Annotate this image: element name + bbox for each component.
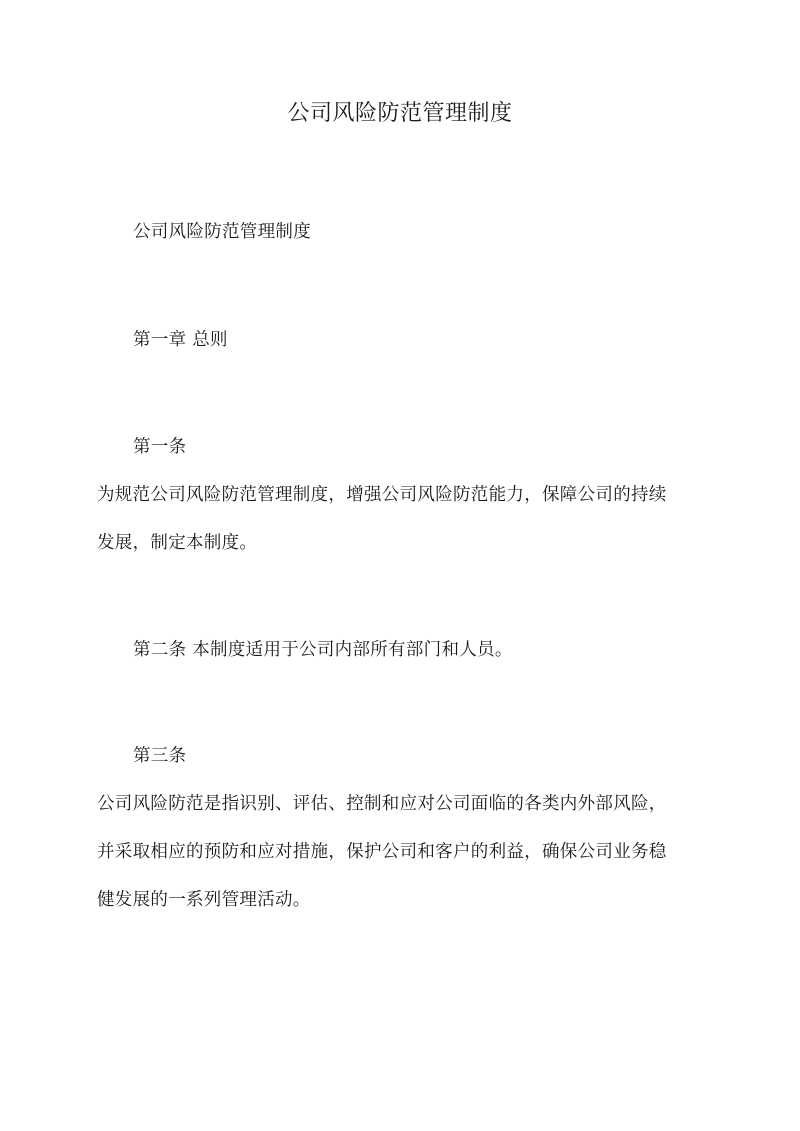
article-3-line: 健发展的一系列管理活动。 (97, 890, 311, 910)
article-1-line: 为规范公司风险防范管理制度，增强公司风险防范能力，保障公司的持续 (97, 485, 667, 505)
article-1-line: 发展，制定本制度。 (97, 533, 258, 553)
document-title: 公司风险防范管理制度 (287, 101, 513, 126)
article-3-heading: 第三条 (133, 746, 187, 766)
article-2-text: 第二条 本制度适用于公司内部所有部门和人员。 (133, 640, 513, 660)
chapter-heading: 第一章 总则 (133, 330, 228, 350)
article-3-line: 公司风险防范是指识别、评估、控制和应对公司面临的各类内外部风险， (97, 794, 667, 814)
document-subtitle: 公司风险防范管理制度 (133, 222, 311, 242)
article-1-heading: 第一条 (133, 437, 187, 457)
article-3-line: 并采取相应的预防和应对措施，保护公司和客户的利益，确保公司业务稳 (97, 842, 667, 862)
